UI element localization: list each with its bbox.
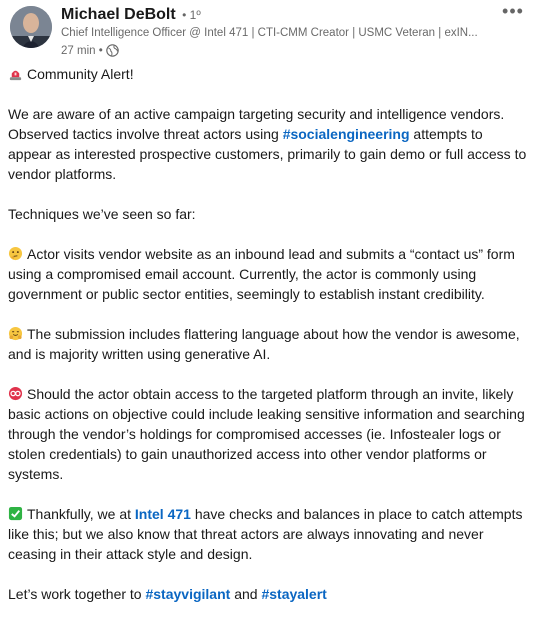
connection-degree: • 1º bbox=[182, 8, 201, 22]
closing-paragraph bbox=[8, 504, 528, 564]
alert-title: Community Alert! bbox=[27, 66, 134, 82]
closing-text-pre: Thankfully, we at bbox=[27, 506, 135, 522]
mention-intel-471[interactable]: Intel 471 bbox=[134, 506, 191, 522]
techniques-heading: Techniques we’ve seen so far: bbox=[8, 206, 196, 222]
cta-text-pre: Let’s work together to bbox=[8, 586, 146, 602]
post-time: 27 min • bbox=[61, 44, 103, 57]
cta-and: and bbox=[230, 586, 262, 602]
hashtag-stayvigilant[interactable]: #stayvigilant bbox=[145, 586, 231, 602]
author-name-row bbox=[61, 6, 201, 24]
intro-paragraph bbox=[8, 104, 528, 184]
avatar[interactable] bbox=[10, 6, 52, 48]
technique-3-text: Should the actor obtain access to the targeted platform through an invite, likely basic actions on objective could include leaking sensitive information and searching through the vendor’s holdings for compromised accesses (ie. Infostealer logs or stolen credentials) to gain unauthorized access into other vendor platforms or systems. bbox=[8, 386, 525, 482]
post-meta bbox=[61, 44, 119, 57]
avatar-photo bbox=[10, 6, 52, 48]
cta-line bbox=[8, 584, 528, 604]
technique-2 bbox=[8, 324, 528, 364]
author-name[interactable]: Michael DeBolt bbox=[61, 6, 176, 23]
author-headline: Chief Intelligence Officer @ Intel 471 | CTI-CMM Creator | USMC Veteran | exIN... bbox=[61, 27, 478, 39]
thinking-face-icon bbox=[8, 246, 23, 261]
hashtag-stayalert[interactable]: #stayalert bbox=[261, 586, 327, 602]
intro-text-pre: We are aware of an active campaign targeting security and intelligence vendors. Observed tactics involve threat actors using bbox=[8, 106, 505, 142]
technique-1 bbox=[8, 244, 528, 304]
technique-3 bbox=[8, 384, 528, 484]
technique-1-text: Actor visits vendor website as an inbound lead and submits a “contact us” form using a compromised email account. Currently, the actor is commonly using government or public sector entities, seemingly to establish instant credibility. bbox=[8, 246, 515, 302]
hashtag-socialengineering[interactable]: #socialengineering bbox=[282, 126, 410, 142]
alert-line bbox=[8, 64, 528, 84]
technique-2-text: The submission includes flattering language about how the vendor is awesome, and is majority written using generative AI. bbox=[8, 326, 520, 362]
post-options-button[interactable] bbox=[501, 1, 525, 22]
siren-icon bbox=[8, 66, 23, 81]
post-body bbox=[8, 64, 528, 604]
no-entry-icon bbox=[8, 386, 23, 401]
check-mark-button-icon bbox=[8, 506, 23, 521]
hugging-face-icon bbox=[8, 326, 23, 341]
post-header bbox=[10, 1, 525, 57]
globe-icon bbox=[106, 44, 119, 57]
closing-text-post: have checks and balances in place to catch attempts like this; but we also know that threat actors are always innovating and never ceasing in their attack style and design. bbox=[8, 506, 523, 562]
ellipsis-icon: ••• bbox=[502, 1, 524, 21]
intro-text-post: attempts to appear as interested prospective customers, primarily to gain demo or full access to vendor platforms. bbox=[8, 126, 527, 182]
